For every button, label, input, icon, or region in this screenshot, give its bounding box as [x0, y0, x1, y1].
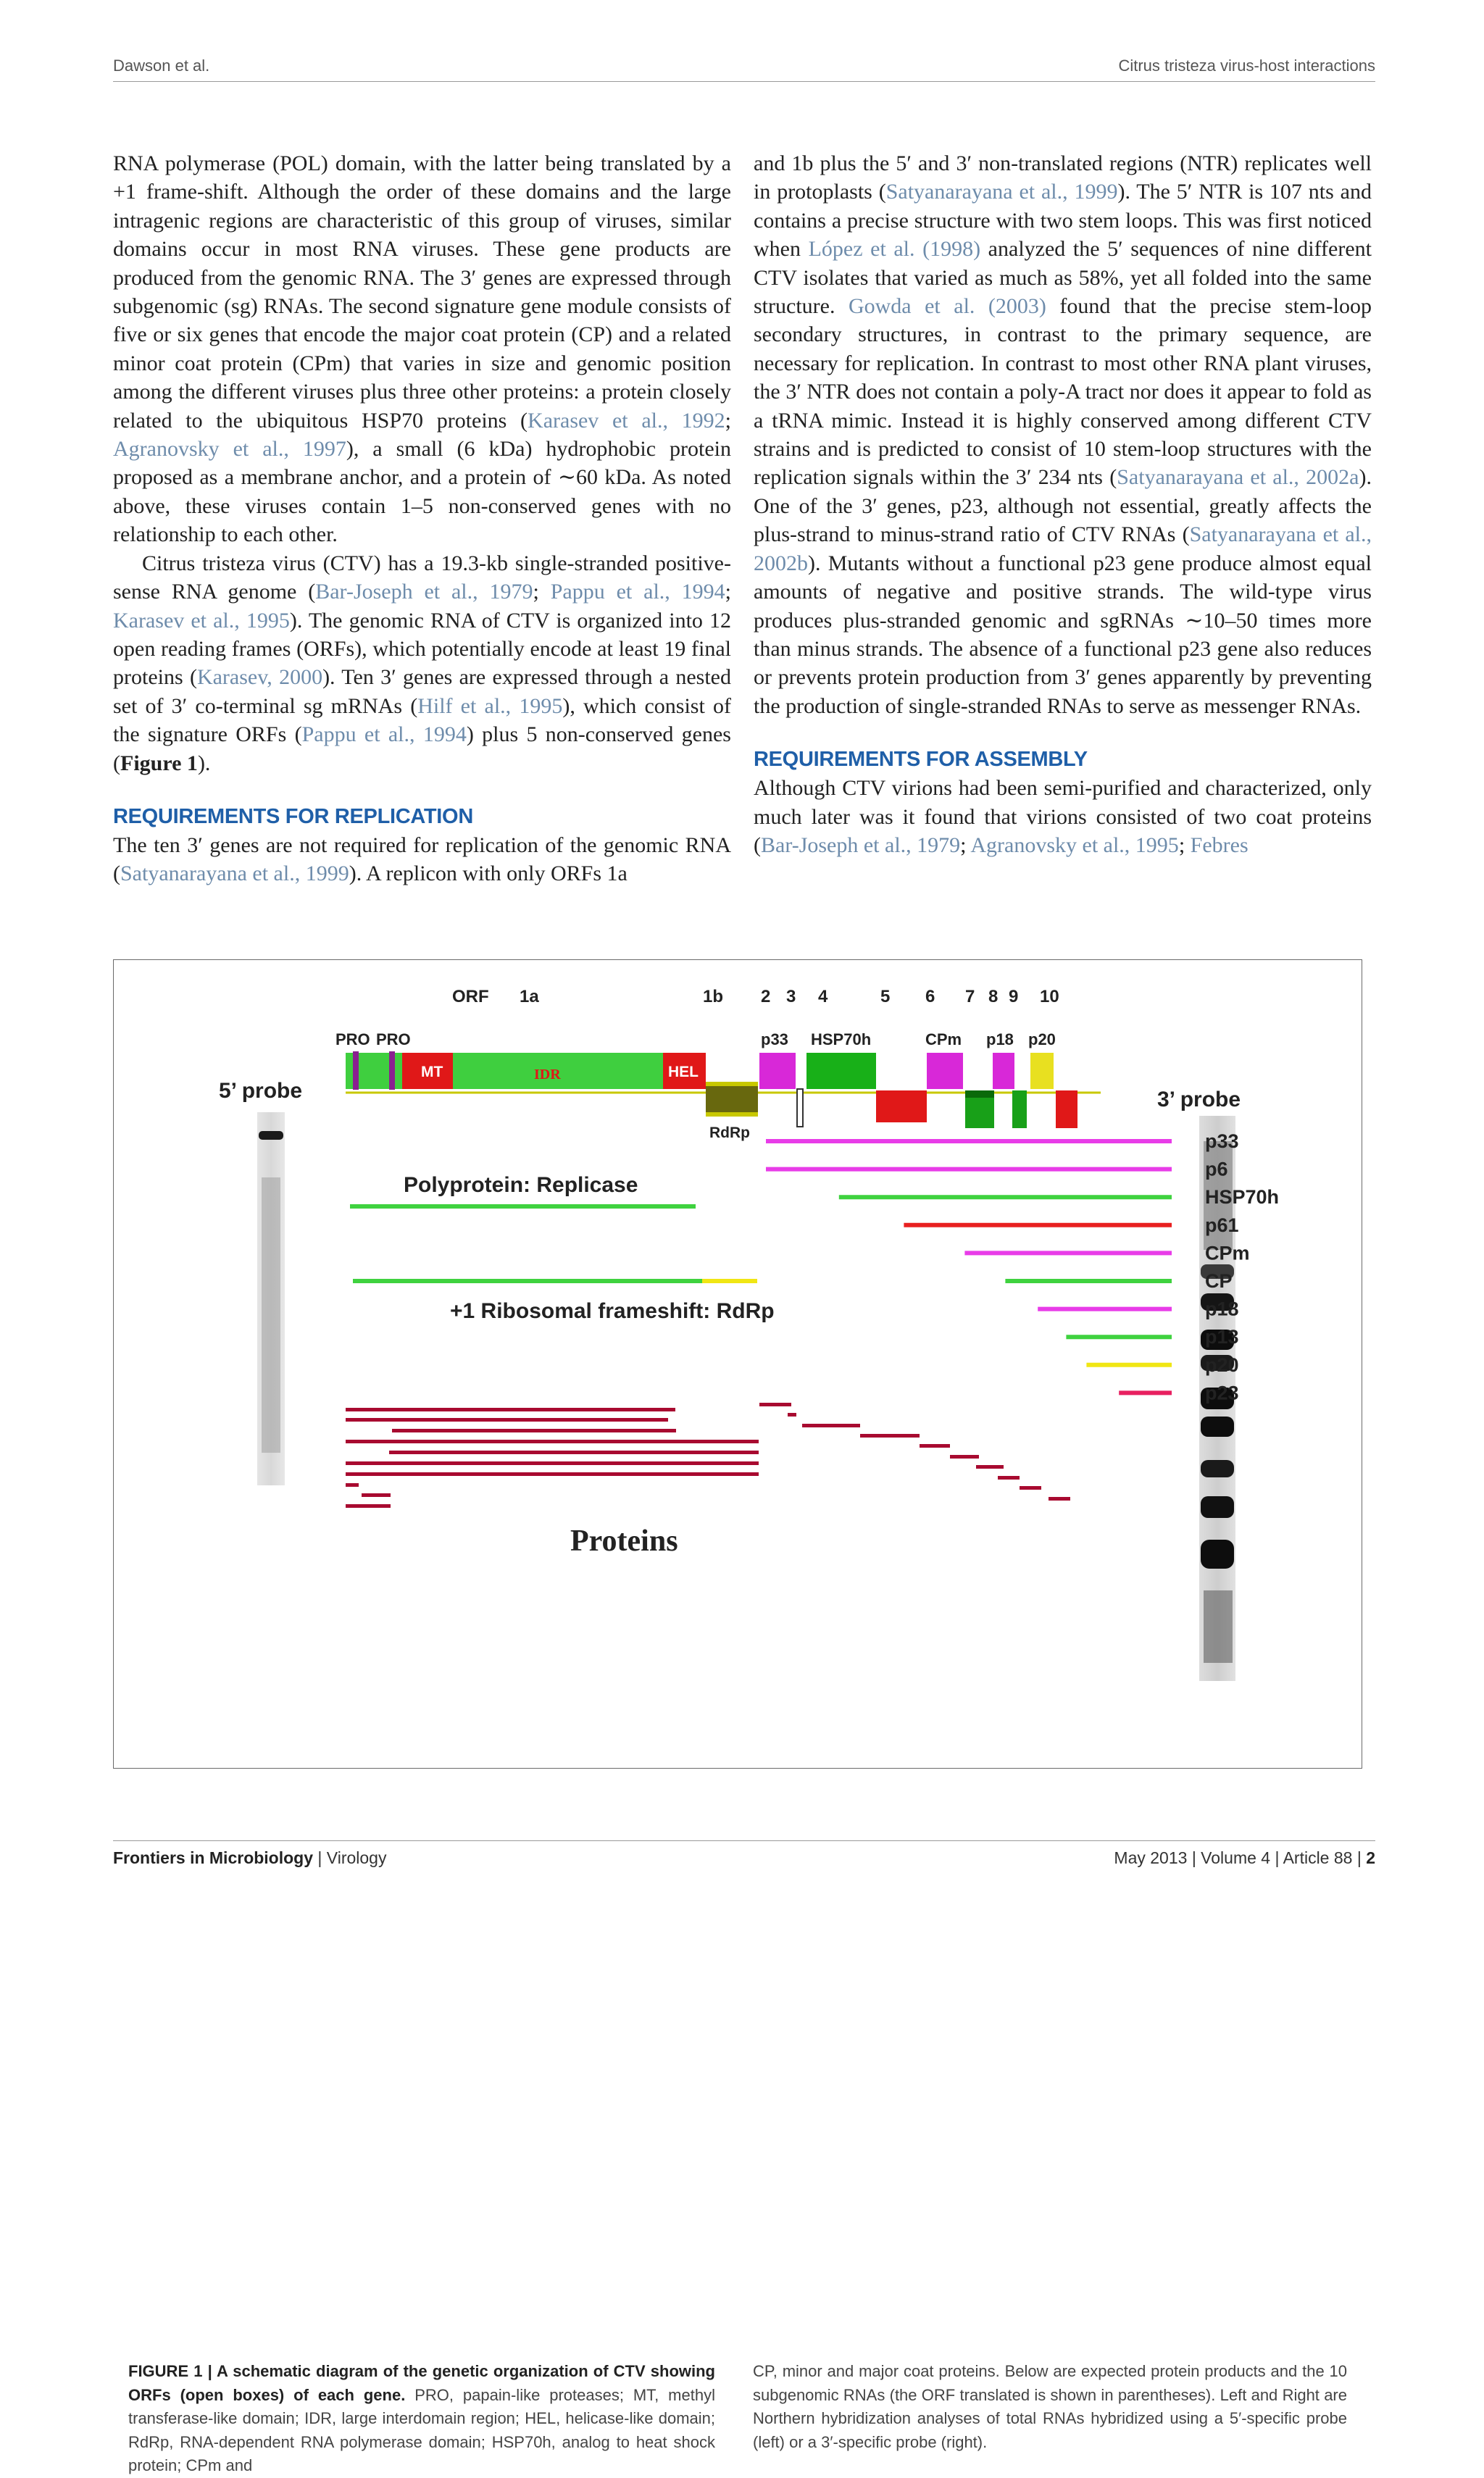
citation-link[interactable]: Karasev et al., 1992 — [528, 408, 725, 433]
sgrna-label-p20: p20 — [1205, 1353, 1239, 1376]
orf-5-p61-box — [876, 1090, 927, 1122]
gene-label-cpm: CPm — [925, 1030, 962, 1048]
citation-link[interactable]: Bar-Joseph et al., 1979 — [761, 833, 961, 857]
figure-reference: Figure 1 — [120, 751, 198, 775]
caption-text: CP, minor and major coat proteins. Below are expected protein products and the 10 subgenomic RNAs (the ORF translated is shown in parentheses). Left and Right are Northern hybridization analyses of total RNAs hybridized using a 5′-specific probe (left) or a 3′-specific probe (right). — [753, 2362, 1347, 2451]
text-run: ). Ten 3′ genes are expressed through a nested set of 3′ co-terminal sg mRNAs ( — [113, 665, 731, 718]
pro-label: PRO — [376, 1030, 411, 1048]
probe-5-label: 5’ probe — [219, 1079, 303, 1103]
text-run: ). The genomic RNA of CTV is organized into 12 open reading frames (ORFs), which potentially encode at least 19 final proteins ( — [113, 608, 731, 690]
running-header-title: Citrus tristeza virus-host interactions — [1118, 57, 1375, 75]
text-run: Although CTV virions had been semi-purified and characterized, only much later was it found that virions consisted of two coat proteins ( — [754, 776, 1372, 857]
text-run: RNA polymerase (POL) domain, with the latter being translated by a +1 frame-shift. Although the order of these domains and the large intragenic regions are characteristic of this group of viruses, similar domains occur in most RNA viruses. These gene products are produced from the genomic RNA. The 3′ genes are expressed through subgenomic (sg) RNAs. The second signature gene module consists of five or six genes that encode the major coat protein (CP) and a related minor coat protein (CPm) that varies in size and genomic position among the different viruses plus three other proteins: a protein closely related to the ubiquitous HSP70 proteins ( — [113, 151, 731, 433]
footer-issue — [1114, 1848, 1375, 1868]
frameshift-label: +1 Ribosomal frameshift: RdRp — [450, 1299, 775, 1323]
sgrna-label-cp: CP — [1205, 1270, 1233, 1292]
citation-link[interactable]: Satyanarayana et al., 1999 — [120, 862, 349, 886]
text-run: ). A replicon with only ORFs 1a — [349, 862, 628, 886]
citation-link[interactable]: Bar-Joseph et al., 1979 — [315, 580, 533, 604]
journal-section: Virology — [326, 1848, 387, 1867]
left-column — [113, 149, 731, 888]
orf-number: 10 — [1040, 987, 1059, 1006]
text-run: The ten 3′ genes are not required for replication of the genomic RNA ( — [113, 833, 731, 886]
paragraph — [754, 774, 1372, 859]
orf-1a-box — [641, 1053, 663, 1089]
orf-8-p18-box — [993, 1053, 1014, 1089]
section-heading-assembly: REQUIREMENTS FOR ASSEMBLY — [754, 748, 1088, 772]
northern-blot-left — [257, 1112, 285, 1485]
text-run: ) plus 5 non-conserved genes ( — [113, 722, 731, 775]
text-run: found that the precise stem-loop secondary structures, in contrast to the primary sequence, are necessary for replication. In contrast to most other RNA plant viruses, the 3′ NTR does not contain a poly-A tract nor does it appear to fold as a tRNA mimic. Instead it is highly conserved among different CTV strains and is predicted to consist of 10 stem-loop structures with the replication signals within the 3′ 234 nts ( — [754, 294, 1372, 490]
page-number: 2 — [1366, 1848, 1375, 1867]
orf-10-p20-box — [1030, 1053, 1054, 1089]
text-run: ), which consist of the signature ORFs ( — [113, 693, 731, 747]
paragraph — [113, 549, 731, 777]
rdrp-label: RdRp — [709, 1125, 750, 1141]
gene-label-hsp70h: HSP70h — [811, 1030, 872, 1048]
paragraph — [113, 149, 731, 549]
paragraph — [754, 149, 1372, 720]
text-run: ). One of the 3′ genes, p23, although not essential, greatly affects the plus-strand to minus-strand ratio of CTV RNAs ( — [754, 465, 1372, 547]
probe-3-label: 3’ probe — [1157, 1088, 1241, 1111]
header-rule — [113, 81, 1375, 82]
orf-4-hsp70h-box — [806, 1053, 876, 1089]
citation-link[interactable]: Gowda et al. (2003) — [848, 294, 1046, 319]
orf-11-p23-box — [1056, 1090, 1077, 1128]
pro-label: PRO — [335, 1030, 370, 1048]
paragraph — [113, 831, 731, 888]
text-run: and 1b plus the 5′ and 3′ non-translated regions (NTR) replicates well in protoplasts ( — [754, 151, 1372, 204]
sgrna-label-p18: p18 — [1205, 1298, 1239, 1320]
text-run: ). Mutants without a functional p23 gene produce almost equal amounts of negative and positive strands. The wild-type virus produces plus-stranded genomic and sgRNAs ∼10–50 times more than minus strands. The absence of a functional p23 gene also reduces or prevents protein production from 3′ genes apparently by preventing the production of single-stranded RNAs to serve as messenger RNAs. — [754, 551, 1372, 718]
orf-number: 5 — [880, 987, 891, 1006]
citation-link[interactable]: Hilf et al., 1995 — [417, 693, 563, 718]
orf-label: ORF — [452, 987, 489, 1006]
mt-label: MT — [421, 1064, 443, 1080]
gene-label-p18: p18 — [986, 1030, 1014, 1048]
text-run: ), a small (6 kDa) hydrophobic protein proposed as a membrane anchor, and a protein of ∼60 kDa. As noted above, these viruses contain 1–5 non-conserved genes with no relationship to each other. — [113, 437, 731, 547]
section-heading-replication: REQUIREMENTS FOR REPLICATION — [113, 804, 473, 828]
orf-9-p13-box — [1012, 1090, 1027, 1128]
pro-domain-2 — [389, 1051, 395, 1090]
citation-link[interactable]: López et al. (1998) — [808, 237, 981, 262]
text-run: Citrus tristeza virus (CTV) has a 19.3-kb single-stranded positive-sense RNA genome ( — [113, 551, 731, 604]
sgrna-label-p6: p6 — [1205, 1158, 1228, 1180]
figure-caption-left — [128, 2360, 715, 2478]
sgrna-label-cpm: CPm — [1205, 1242, 1250, 1264]
orf-number: 7 — [965, 987, 975, 1006]
issue-info: May 2013 | Volume 4 | Article 88 | — [1114, 1848, 1362, 1867]
sgrna-label-hsp70h: HSP70h — [1205, 1186, 1280, 1209]
text-run: ; — [1178, 833, 1191, 857]
citation-link[interactable]: Karasev et al., 1995 — [113, 608, 290, 633]
hel-label: HEL — [668, 1064, 699, 1080]
citation-link[interactable]: Satyanarayana et al., 1999 — [885, 180, 1118, 204]
citation-link[interactable]: Agranovsky et al., 1997 — [113, 437, 346, 462]
text-run: ; — [960, 833, 971, 857]
figure-diagram — [114, 960, 1362, 1768]
text-run: ; — [533, 580, 551, 604]
footer-rule — [113, 1840, 1375, 1841]
pro-domain-1 — [353, 1051, 359, 1090]
orf-1b-rdrp-box — [706, 1086, 758, 1112]
orf-number: 9 — [1009, 987, 1019, 1006]
orf-3-p6-box — [797, 1089, 803, 1127]
orf-6-cpm-box — [927, 1053, 963, 1089]
footer-journal: Frontiers in Microbiology | Virology — [113, 1848, 387, 1867]
proteins-label: Proteins — [570, 1524, 678, 1558]
gene-label-p33: p33 — [761, 1030, 788, 1048]
journal-name: Frontiers in Microbiology — [113, 1848, 314, 1867]
sgrna-label-p13: p13 — [1205, 1326, 1239, 1348]
orf-number: 1a — [520, 987, 539, 1006]
text-run: ; — [725, 580, 732, 604]
text-run: ; — [725, 408, 731, 433]
protein-products — [346, 1403, 1070, 1508]
citation-link[interactable]: Pappu et al., 1994 — [550, 580, 725, 604]
citation-link[interactable]: Satyanarayana et al., 2002a — [1117, 465, 1359, 490]
orf-number: 4 — [818, 987, 828, 1006]
idr-label: IDR — [534, 1067, 561, 1082]
caption-text: PRO, papain-like proteases; MT, methyl transferase-like domain; IDR, large interdomain region; HEL, helicase-like domain; RdRp, RNA-dependent RNA polymerase domain; HSP70h, analog to heat shock protein; CPm and — [128, 2385, 715, 2474]
orf-number: 8 — [988, 987, 999, 1006]
orf-7-cp-box — [965, 1090, 994, 1098]
citation-link[interactable]: Agranovsky et al., 1995 — [970, 833, 1179, 857]
text-run: ). — [197, 751, 211, 775]
citation-link[interactable]: Febres — [1190, 833, 1249, 857]
orf-number: 2 — [761, 987, 771, 1006]
sgrna-label-p23: p23 — [1205, 1382, 1239, 1404]
citation-link[interactable]: Pappu et al., 1994 — [301, 722, 467, 747]
polyprotein-label: Polyprotein: Replicase — [404, 1173, 638, 1197]
orf-number: 1b — [703, 987, 724, 1006]
text-run: analyzed the 5′ sequences of nine different CTV isolates that varied as much as 58%, yet all folded into the same structure. — [754, 237, 1372, 319]
caption-title: FIGURE 1 | A schematic diagram of the genetic organization of CTV showing ORFs (open boxes) of each gene. — [128, 2362, 715, 2404]
running-header-authors: Dawson et al. — [113, 57, 210, 75]
figure-caption-right — [753, 2360, 1347, 2454]
sgrna-label-p33: p33 — [1205, 1130, 1239, 1152]
citation-link[interactable]: Satyanarayana et al., 2002b — [754, 522, 1372, 575]
text-run: ). The 5′ NTR is 107 nts and contains a precise structure with two stem loops. This was first noticed when — [754, 180, 1372, 262]
sgrna-label-p61: p61 — [1205, 1214, 1239, 1236]
gene-label-p20: p20 — [1028, 1030, 1056, 1048]
orf-number: 6 — [925, 987, 935, 1006]
right-column — [754, 149, 1372, 859]
orf-2-p33-box — [759, 1053, 796, 1089]
citation-link[interactable]: Karasev, 2000 — [196, 665, 323, 690]
orf-number: 3 — [786, 987, 796, 1006]
